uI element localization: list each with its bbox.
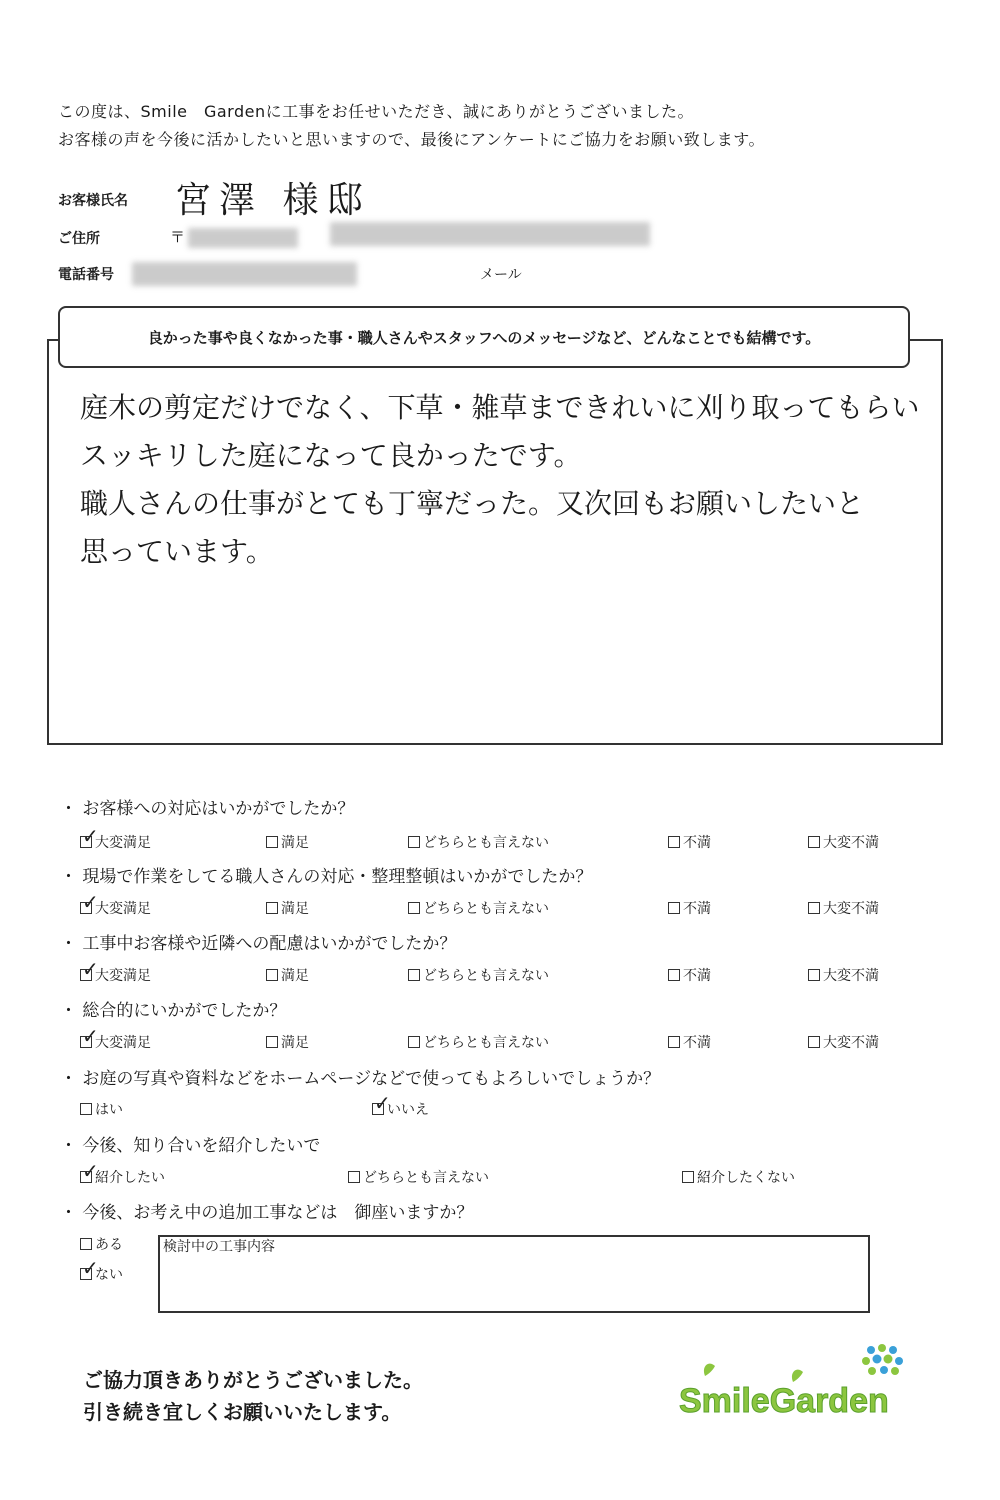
redacted-phone — [132, 262, 357, 286]
q1-option-dissatisfied[interactable]: 不満 — [668, 832, 711, 852]
checkbox[interactable] — [80, 1103, 92, 1115]
checkbox[interactable] — [408, 902, 420, 914]
message-header: 良かった事や良くなかった事・職人さんやスタッフへのメッセージなど、どんなことでも結構です。 — [58, 306, 910, 368]
redacted-postal — [188, 228, 298, 248]
checkbox[interactable] — [808, 1036, 820, 1048]
name-label: お客様氏名 — [58, 193, 128, 209]
checkbox-checked[interactable] — [80, 824, 99, 848]
check-icon: ✓ — [82, 1256, 99, 1280]
checkbox[interactable] — [348, 1171, 360, 1183]
checkbox-checked[interactable] — [80, 957, 99, 981]
thanks-line-1: ご協力頂きありがとうございました。 — [83, 1368, 423, 1392]
q6-option-would-not-refer[interactable]: 紹介したくない — [682, 1167, 795, 1187]
checkbox[interactable] — [668, 969, 680, 981]
question-3: ・ 工事中お客様や近隣への配慮はいかがでしたか？ — [60, 934, 457, 954]
comment-line-3: 職人さんの仕事がとても丁寧だった。又次回もお願いしたいと — [80, 487, 865, 520]
q6-option-would-refer[interactable]: ✓ 紹介したい — [82, 1159, 165, 1186]
checkbox[interactable] — [408, 969, 420, 981]
handwritten-comment — [80, 384, 930, 576]
question-7: ・ 今後、お考え中の追加工事などは 御座いますか？ — [60, 1203, 474, 1223]
intro-line-1: この度は、Smile Gardenに工事をお任せいただき、誠にありがとうございました。 — [58, 102, 694, 121]
question-1: ・ お客様への対応はいかがでしたか？ — [60, 799, 355, 819]
question-4: ・ 総合的にいかがでしたか？ — [60, 1001, 287, 1021]
mail-label: メール — [480, 267, 522, 283]
check-icon: ✓ — [82, 890, 99, 914]
checkbox[interactable] — [266, 836, 278, 848]
checkbox[interactable] — [808, 902, 820, 914]
q4-option-very-dissatisfied[interactable]: 大変不満 — [808, 1032, 879, 1052]
name-value: 宮澤 様邸 — [175, 180, 371, 221]
thanks-line-2: 引き続き宜しくお願いいたします。 — [83, 1400, 402, 1424]
q3-option-satisfied[interactable]: 満足 — [266, 965, 309, 985]
q2-option-very-dissatisfied[interactable]: 大変不満 — [808, 898, 879, 918]
checkbox[interactable] — [668, 1036, 680, 1048]
checkbox[interactable] — [668, 836, 680, 848]
q3-option-very-satisfied[interactable]: ✓ 大変満足 — [82, 957, 151, 984]
q6-option-neutral[interactable]: どちらとも言えない — [348, 1167, 489, 1187]
checkbox[interactable] — [808, 969, 820, 981]
postal-mark: 〒 — [170, 228, 186, 246]
phone-label: 電話番号 — [58, 267, 114, 283]
q1-option-satisfied[interactable]: 満足 — [266, 832, 309, 852]
q1-option-neutral[interactable]: どちらとも言えない — [408, 832, 549, 852]
check-icon: ✓ — [374, 1091, 391, 1115]
intro-line-2: お客様の声を今後に活かしたいと思いますので、最後にアンケートにご協力をお願い致します。 — [58, 130, 765, 149]
q1-option-very-dissatisfied[interactable]: 大変不満 — [808, 832, 879, 852]
checkbox[interactable] — [266, 1036, 278, 1048]
checkbox[interactable] — [266, 902, 278, 914]
smile-garden-logo — [675, 1340, 935, 1420]
q4-option-dissatisfied[interactable]: 不満 — [668, 1032, 711, 1052]
checkbox-checked[interactable] — [80, 1256, 99, 1280]
checkbox[interactable] — [408, 836, 420, 848]
check-icon: ✓ — [82, 1024, 99, 1048]
q4-option-satisfied[interactable]: 満足 — [266, 1032, 309, 1052]
q3-option-dissatisfied[interactable]: 不満 — [668, 965, 711, 985]
question-6: ・ 今後、知り合いを紹介したいで — [60, 1136, 321, 1156]
comment-line-2: スッキリした庭になって良かったです。 — [80, 439, 582, 472]
q5-option-no[interactable]: ✓ いいえ — [374, 1091, 429, 1118]
question-5: ・ お庭の写真や資料などをホームページなどで使ってもよろしいでしょうか？ — [60, 1069, 661, 1089]
address-label: ご住所 — [58, 231, 100, 247]
planned-work-label: 検討中の工事内容 — [163, 1239, 275, 1255]
checkbox[interactable] — [80, 1238, 92, 1250]
q4-option-very-satisfied[interactable]: ✓ 大変満足 — [82, 1024, 151, 1051]
comment-line-1: 庭木の剪定だけでなく、下草・雑草まできれいに刈り取ってもらい — [80, 391, 920, 424]
check-icon: ✓ — [82, 1159, 99, 1183]
logo-text: SmileGarden — [679, 1382, 889, 1420]
checkbox[interactable] — [808, 836, 820, 848]
check-icon: ✓ — [82, 957, 99, 981]
comment-line-4: 思っています。 — [80, 535, 274, 568]
question-2: ・ 現場で作業をしてる職人さんの対応・整理整頓はいかがでしたか？ — [60, 867, 593, 887]
q2-option-dissatisfied[interactable]: 不満 — [668, 898, 711, 918]
thanks-message — [83, 1364, 423, 1428]
check-icon: ✓ — [82, 824, 99, 848]
checkbox-checked[interactable] — [80, 1024, 99, 1048]
checkbox[interactable] — [682, 1171, 694, 1183]
logo-graphic — [675, 1340, 935, 1420]
redacted-address — [330, 222, 650, 246]
q2-option-satisfied[interactable]: 満足 — [266, 898, 309, 918]
checkbox-checked[interactable] — [80, 1159, 99, 1183]
q2-option-very-satisfied[interactable]: ✓ 大変満足 — [82, 890, 151, 917]
q4-option-neutral[interactable]: どちらとも言えない — [408, 1032, 549, 1052]
q3-option-neutral[interactable]: どちらとも言えない — [408, 965, 549, 985]
q7-option-yes[interactable]: ある — [80, 1234, 123, 1254]
intro-text — [58, 98, 765, 154]
q2-option-neutral[interactable]: どちらとも言えない — [408, 898, 549, 918]
q1-option-very-satisfied[interactable]: ✓ 大変満足 — [82, 824, 151, 851]
checkbox[interactable] — [408, 1036, 420, 1048]
checkbox[interactable] — [266, 969, 278, 981]
q5-option-yes[interactable]: はい — [80, 1099, 123, 1119]
checkbox[interactable] — [668, 902, 680, 914]
q3-option-very-dissatisfied[interactable]: 大変不満 — [808, 965, 879, 985]
q7-option-no[interactable]: ✓ ない — [82, 1256, 123, 1283]
checkbox-checked[interactable] — [372, 1091, 391, 1115]
checkbox-checked[interactable] — [80, 890, 99, 914]
